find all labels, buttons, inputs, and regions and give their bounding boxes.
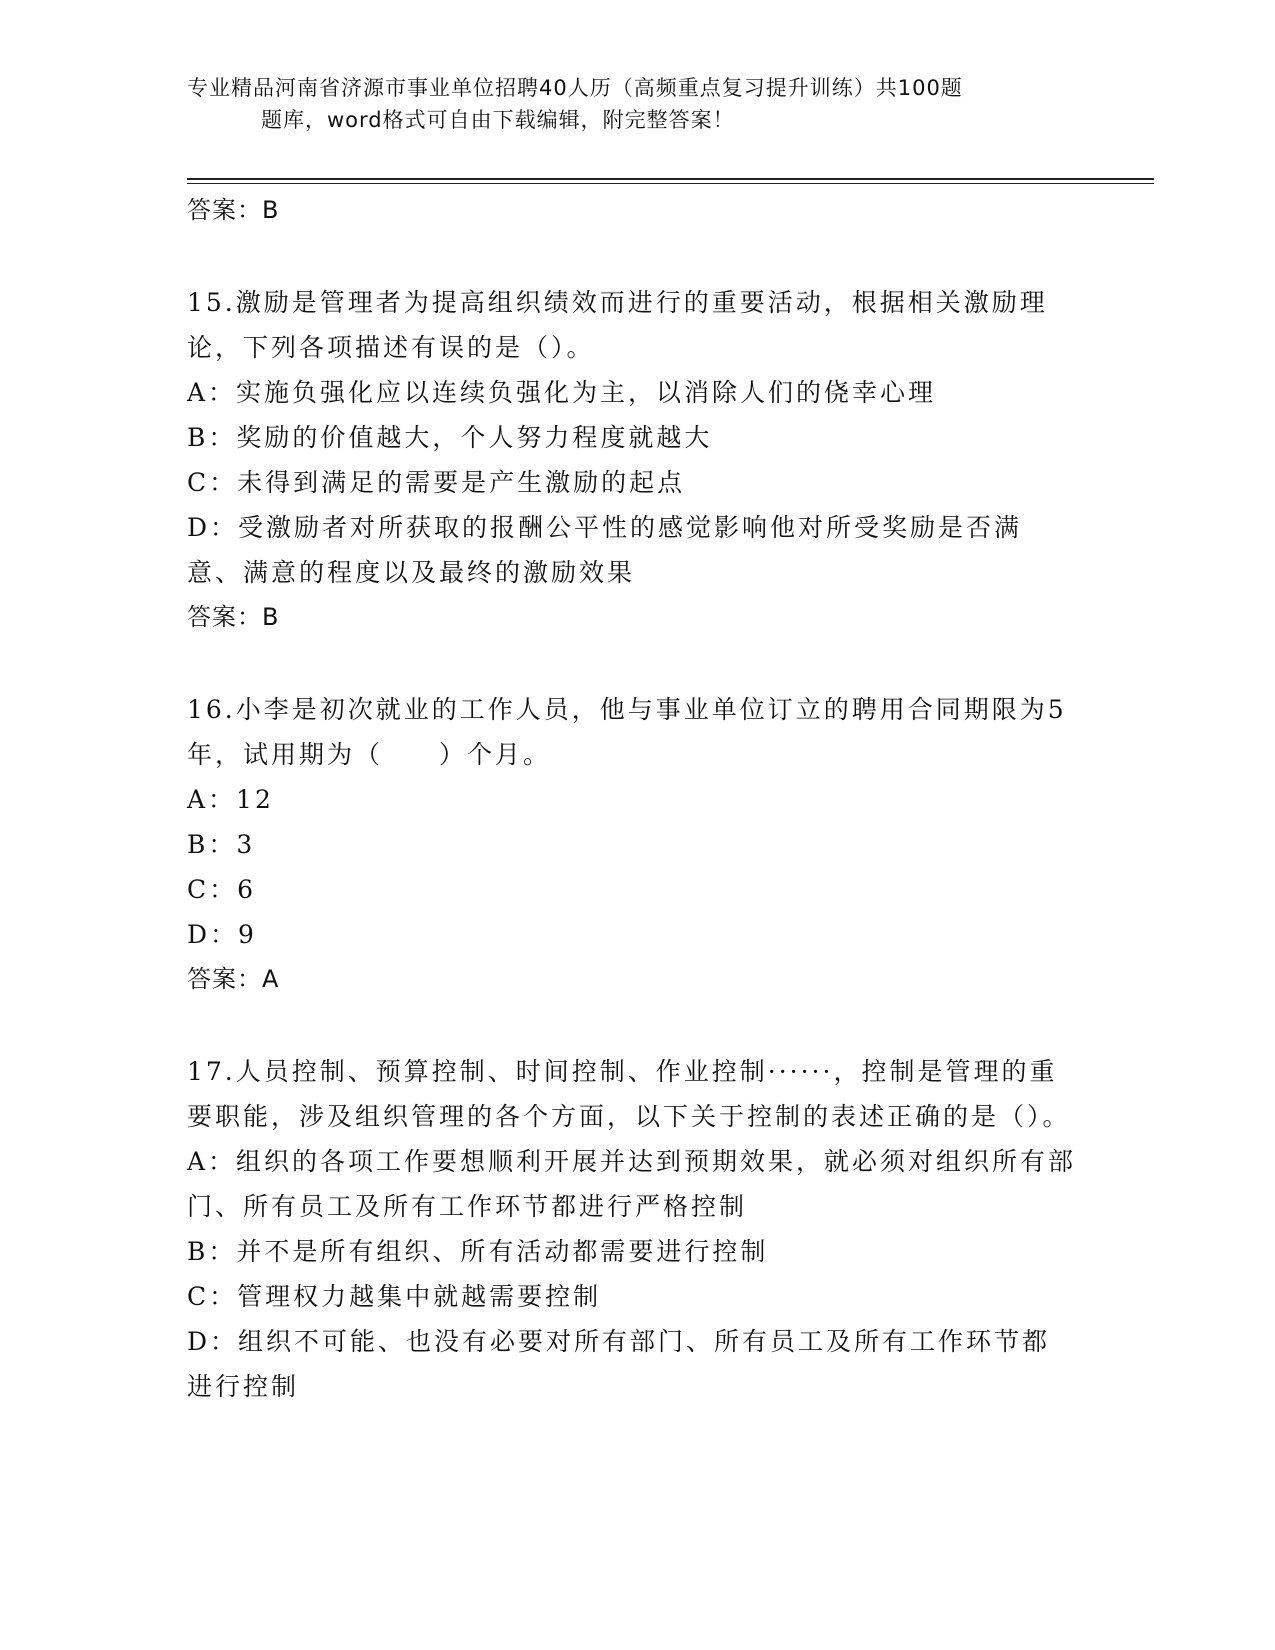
answer-label: 答案： bbox=[187, 196, 262, 224]
header-rule-thick bbox=[187, 178, 1154, 180]
document-header bbox=[187, 72, 1067, 136]
previous-answer bbox=[187, 188, 1077, 232]
option-b: B：并不是所有组织、所有活动都需要进行控制 bbox=[187, 1237, 769, 1266]
option-a: A：组织的各项工作要想顺利开展并达到预期效果，就必须对组织所有部门、所有员工及所有工作环节都进行严格控制 bbox=[187, 1147, 1077, 1221]
option-d: D：9 bbox=[187, 920, 257, 949]
question-stem: 16.小李是初次就业的工作人员，他与事业单位订立的聘用合同期限为5年，试用期为（ ）个月。 bbox=[187, 695, 1067, 769]
header-rule-thin bbox=[187, 183, 1154, 184]
question-answer bbox=[187, 957, 1077, 1001]
answer-value: B bbox=[262, 196, 280, 224]
header-line-1: 专业精品河南省济源市事业单位招聘40人历（高频重点复习提升训练）共100题 bbox=[187, 76, 963, 100]
option-c: C：未得到满足的需要是产生激励的起点 bbox=[187, 468, 686, 497]
answer-label: 答案： bbox=[187, 603, 262, 631]
option-c: C：6 bbox=[187, 875, 257, 904]
answer-value: B bbox=[262, 603, 280, 631]
question-answer bbox=[187, 595, 1077, 639]
option-b: B：奖励的价值越大，个人努力程度就越大 bbox=[187, 423, 713, 452]
answer-label: 答案： bbox=[187, 965, 262, 993]
question-15 bbox=[187, 280, 1077, 639]
option-b: B：3 bbox=[187, 830, 256, 859]
header-line-2: 题库，word格式可自由下载编辑，附完整答案！ bbox=[261, 108, 735, 132]
option-c: C：管理权力越集中就越需要控制 bbox=[187, 1282, 602, 1311]
option-a: A：12 bbox=[187, 785, 274, 814]
question-16 bbox=[187, 687, 1077, 1001]
option-a: A：实施负强化应以连续负强化为主，以消除人们的侥幸心理 bbox=[187, 378, 937, 407]
question-17 bbox=[187, 1049, 1077, 1409]
question-stem: 15.激励是管理者为提高组织绩效而进行的重要活动，根据相关激励理论，下列各项描述有误的是（）。 bbox=[187, 288, 1048, 362]
question-stem: 17.人员控制、预算控制、时间控制、作业控制······，控制是管理的重要职能，涉及组织管理的各个方面，以下关于控制的表述正确的是（）。 bbox=[187, 1057, 1071, 1131]
answer-value: A bbox=[262, 965, 280, 993]
option-d: D：组织不可能、也没有必要对所有部门、所有员工及所有工作环节都进行控制 bbox=[187, 1327, 1051, 1401]
option-d: D：受激励者对所获取的报酬公平性的感觉影响他对所受奖励是否满意、满意的程度以及最终的激励效果 bbox=[187, 513, 1023, 587]
document-body bbox=[187, 188, 1077, 1409]
